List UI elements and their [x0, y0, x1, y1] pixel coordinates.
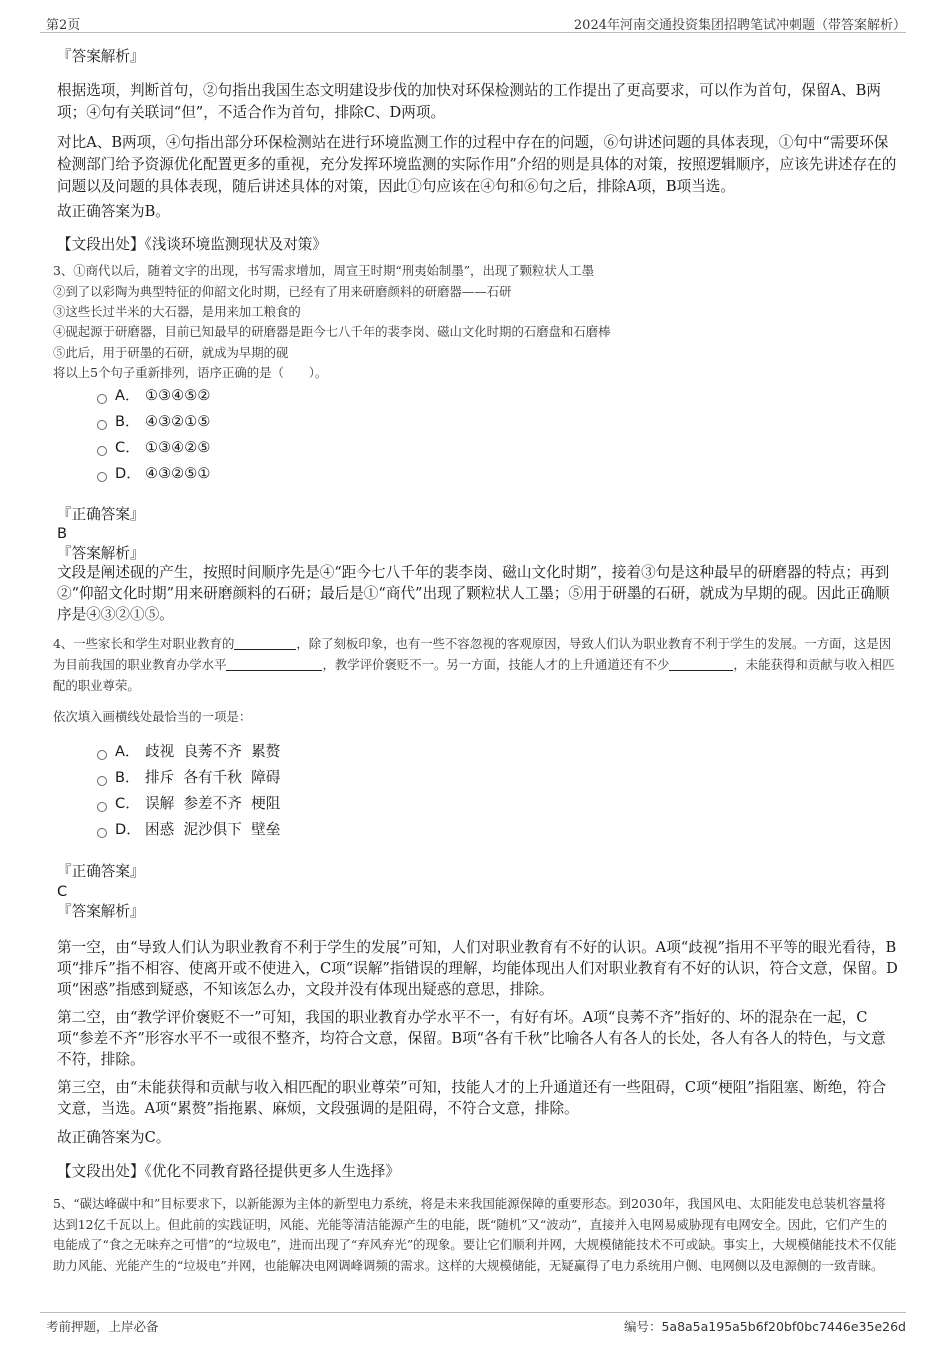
q2-analysis-p1: 根据选项，判断首句，②句指出我国生态文明建设步伐的加快对环保检测站的工作提出了更高要求，可以作为首句，保留A、B两项；④句有关联词“但”，不适合作为首句，排除C、D两项。 [57, 82, 881, 121]
q3-option-a[interactable]: A． ①③④⑤② [97, 386, 210, 406]
q3-line-2: ②到了以彩陶为典型特征的仰韶文化时期，已经有了用来研磨颜料的研磨器——石研 [53, 284, 512, 299]
radio-icon[interactable] [97, 420, 107, 430]
q4-answer: C [57, 883, 68, 900]
q4-option-a[interactable]: A． 歧视 良莠不齐 累赘 [97, 742, 280, 762]
q4-source: 【文段出处】《优化不同教育路径提供更多人生选择》 [57, 1163, 400, 1180]
blank-1[interactable] [234, 635, 296, 650]
q3-analysis: 文段是阐述砚的产生，按照时间顺序先是④“距今七八千年的裴李岗、磁山文化时期”，接着③句是这种最早的研磨器的特点；再到②“仰韶文化时期”用来研磨颜料的石研；最后是①“商代”出现了颗粒状人工墨；⑤用于研墨的石研，就成为早期的砚。因此正确顺序是④③②①⑤。 [57, 564, 890, 623]
q2-analysis-label: 『答案解析』 [57, 48, 145, 65]
q3-option-d[interactable]: D． ④③②⑤① [97, 464, 210, 484]
blank-3[interactable] [669, 656, 733, 671]
q2-analysis-p2: 对比A、B两项，④句指出部分环保检测站在进行环境监测工作的过程中存在的问题，⑥句讲述问题的具体表现，①句中“需要环保检测部门给予资源优化配置更多的重视，充分发挥环境监测的实际作用”介绍的则是具体的对策，按照逻辑顺序，应该先讲述存在的问题以及问题的具体表现，随后讲述具体的对策，因此①句应该在④句和⑥句之后，排除A项，B项当选。 [57, 134, 897, 195]
q3-answer: B [57, 525, 68, 542]
radio-icon[interactable] [97, 750, 107, 760]
q3-option-c[interactable]: C． ①③④②⑤ [97, 438, 210, 458]
radio-icon[interactable] [97, 472, 107, 482]
q3-answer-label: 『正确答案』 [57, 506, 145, 523]
q3-prompt: 将以上5个句子重新排列，语序正确的是（ ）。 [53, 365, 328, 380]
q5-stem: 5、“碳达峰碳中和”目标要求下，以新能源为主体的新型电力系统，将是未来我国能源保障的重要形态。到2030年，我国风电、太阳能发电总装机容量将达到12亿千瓦以上。但此前的实践证明，风能、光能等清洁能源产生的电能，既“随机”又“波动”，直接并入电网易威胁现有电网安全。因此，它们产生的电能成了“食之无味弃之可惜”的“垃圾电”，进而出现了“弃风弃光”的现象。要让它们顺利并网，大规模储能技术不可或缺。事实上，大规模储能技术不仅能助力风能、光能产生的“垃圾电”并网，也能解决电网调峰调频的需求。这样的大规模储能，无疑赢得了电力系统用户侧、电网侧以及电源侧的一致青睐。 [53, 1196, 897, 1273]
radio-icon[interactable] [97, 828, 107, 838]
q4-analysis-p1: 第一空，由“导致人们认为职业教育不利于学生的发展”可知，人们对职业教育有不好的认识。A项“歧视”指用不平等的眼光看待，B项“排斥”指不相容、使离开或不使进入，C项“误解”指错误的理解，均能体现出人们对职业教育有不好的认识，符合文意，保留。D项“困惑”指感到疑惑，不知该怎么办，文段并没有体现出疑惑的意思，排除。 [57, 939, 898, 998]
footer-code: 编号：5a8a5a195a5b6f20bf0bc7446e35e26d [623, 1319, 906, 1334]
q4-analysis-p3: 第三空，由“未能获得和贡献与收入相匹配的职业尊荣”可知，技能人才的上升通道还有一些阻碍，C项“梗阻”指阻塞、断绝，符合文意，当选。A项“累赘”指拖累、麻烦，文段强调的是阻碍，不符合文意，排除。 [57, 1079, 887, 1117]
q3-line-4: ④砚起源于研磨器，目前已知最早的研磨器是距今七八千年的裴李岗、磁山文化时期的石磨盘和石磨棒 [53, 324, 611, 339]
q4-option-b[interactable]: B． 排斥 各有千秋 障碍 [97, 768, 280, 788]
q3-analysis-label: 『答案解析』 [57, 545, 145, 562]
radio-icon[interactable] [97, 802, 107, 812]
q4-answer-label: 『正确答案』 [57, 863, 145, 880]
q4-conclusion: 故正确答案为C。 [57, 1129, 171, 1146]
q4-analysis-label: 『答案解析』 [57, 903, 145, 920]
q2-source: 【文段出处】《浅谈环境监测现状及对策》 [57, 236, 327, 253]
q4-option-d[interactable]: D． 困惑 泥沙俱下 壁垒 [97, 820, 280, 840]
q2-conclusion: 故正确答案为B。 [57, 203, 170, 220]
q3-line-1: 3、①商代以后，随着文字的出现，书写需求增加，周宣王时期“刑夷始制墨”，出现了颗粒状人工墨 [53, 263, 594, 278]
q3-line-3: ③这些长过半米的大石器，是用来加工粮食的 [53, 304, 301, 319]
blank-2[interactable] [226, 656, 322, 671]
q4-prompt: 依次填入画横线处最恰当的一项是： [53, 709, 252, 724]
q3-option-b[interactable]: B． ④③②①⑤ [97, 412, 210, 432]
radio-icon[interactable] [97, 446, 107, 456]
radio-icon[interactable] [97, 776, 107, 786]
q3-line-5: ⑤此后，用于研墨的石研，就成为早期的砚 [53, 345, 289, 360]
page-header [40, 10, 906, 33]
document-title: 2024年河南交通投资集团招聘笔试冲刺题（带答案解析） [573, 18, 906, 33]
page-number: 第2页 [46, 18, 81, 33]
radio-icon[interactable] [97, 394, 107, 404]
footer-slogan: 考前押题，上岸必备 [46, 1319, 159, 1334]
q4-stem: 4、一些家长和学生对职业教育的 ，除了刻板印象，也有一些不容忽视的客观原因，导致人们认为职业教育不利于学生的发展。一方面，这是因为目前我国的职业教育办学水平 ，教学评价褒贬不一。另一方面，技能人才的上升通道还有不少 ，未能获得和贡献与收入相匹配的职业尊荣。 [53, 636, 895, 693]
q4-analysis-p2: 第二空，由“教学评价褒贬不一”可知，我国的职业教育办学水平不一，有好有坏。A项“良莠不齐”指好的、坏的混杂在一起，C项“参差不齐”形容水平不一或很不整齐，均符合文意，保留。B项“各有千秋”比喻各人有各人的长处，各人有各人的特色，与文意不符，排除。 [57, 1009, 886, 1068]
page-footer [40, 1312, 906, 1335]
q4-option-c[interactable]: C． 误解 参差不齐 梗阻 [97, 794, 280, 814]
